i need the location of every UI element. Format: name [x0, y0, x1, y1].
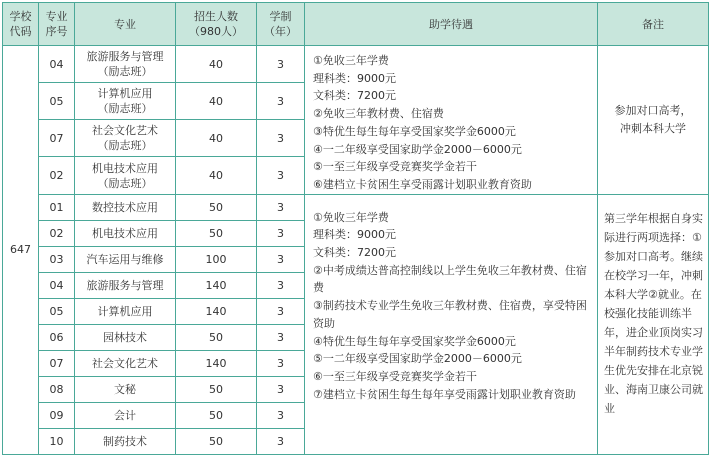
header-aid: 助学待遇 [305, 3, 598, 46]
major-cell: 社会文化艺术 （励志班） [75, 120, 176, 157]
table-row [3, 194, 709, 220]
major-cell: 机电技术应用 [75, 220, 176, 246]
years-cell: 3 [257, 428, 305, 454]
major-cell: 社会文化艺术 [75, 350, 176, 376]
count-cell: 40 [176, 83, 257, 120]
years-cell: 3 [257, 46, 305, 83]
years-cell: 3 [257, 350, 305, 376]
major-cell: 园林技术 [75, 324, 176, 350]
header-row [3, 3, 709, 46]
major-cell: 数控技术应用 [75, 194, 176, 220]
count-cell: 50 [176, 324, 257, 350]
table-row [3, 46, 709, 83]
years-cell: 3 [257, 220, 305, 246]
count-cell: 140 [176, 350, 257, 376]
header-school-code: 学校 代码 [3, 3, 39, 46]
major-no-cell: 06 [39, 324, 75, 350]
school-code-cell: 647 [3, 46, 39, 455]
note-cell-group1: 参加对口高考， 冲刺本科大学 [598, 46, 709, 195]
major-cell: 旅游服务与管理 （励志班） [75, 46, 176, 83]
header-note: 备注 [598, 3, 709, 46]
major-cell: 旅游服务与管理 [75, 272, 176, 298]
major-no-cell: 07 [39, 350, 75, 376]
count-cell: 50 [176, 402, 257, 428]
header-duration: 学制 （年） [257, 3, 305, 46]
count-cell: 50 [176, 376, 257, 402]
aid-cell-group1: ①免收三年学费 理科类：9000元 文科类：7200元 ②免收三年教材费、住宿费 ③特优生每生每年享受国家奖学金6000元 ④一二年级享受国家助学金2000－6000元 ⑤一至三年级享受竞赛奖学金若干 ⑥建档立卡贫困生享受雨露计划职业教育资助 [305, 46, 598, 195]
major-cell: 汽车运用与维修 [75, 246, 176, 272]
major-cell: 文秘 [75, 376, 176, 402]
years-cell: 3 [257, 120, 305, 157]
years-cell: 3 [257, 194, 305, 220]
count-cell: 40 [176, 120, 257, 157]
major-no-cell: 07 [39, 120, 75, 157]
header-major: 专业 [75, 3, 176, 46]
years-cell: 3 [257, 246, 305, 272]
years-cell: 3 [257, 298, 305, 324]
header-major-no: 专业 序号 [39, 3, 75, 46]
years-cell: 3 [257, 83, 305, 120]
count-cell: 50 [176, 220, 257, 246]
major-cell: 计算机应用 （励志班） [75, 83, 176, 120]
count-cell: 50 [176, 428, 257, 454]
major-no-cell: 01 [39, 194, 75, 220]
years-cell: 3 [257, 376, 305, 402]
aid-cell-group2: ①免收三年学费 理科类：9000元 文科类：7200元 ②中考成绩达普高控制线以上学生免收三年教材费、住宿费 ③制药技术专业学生免收三年教材费、住宿费，享受特困资助 ④特优生每生每年享受国家奖学金6000元 ⑤一二年级享受国家助学金2000－6000元 ⑥一至三年级享受竞赛奖学金若干 ⑦建档立卡贫困生每生每年享受雨露计划职业教育资助 [305, 194, 598, 454]
years-cell: 3 [257, 272, 305, 298]
count-cell: 40 [176, 157, 257, 194]
major-no-cell: 05 [39, 298, 75, 324]
major-no-cell: 02 [39, 220, 75, 246]
major-cell: 机电技术应用 （励志班） [75, 157, 176, 194]
major-no-cell: 08 [39, 376, 75, 402]
major-no-cell: 05 [39, 83, 75, 120]
count-cell: 50 [176, 194, 257, 220]
note-cell-group2: 第三学年根据自身实际进行两项选择：①参加对口高考。继续在校学习一年，冲刺本科大学②就业。在校强化技能训练半年，进企业顶岗实习半年制药技术专业学生优先安排在北京锐业、海南卫康公司就业 [598, 194, 709, 454]
major-no-cell: 04 [39, 272, 75, 298]
count-cell: 140 [176, 272, 257, 298]
major-cell: 计算机应用 [75, 298, 176, 324]
major-no-cell: 04 [39, 46, 75, 83]
count-cell: 40 [176, 46, 257, 83]
header-enroll: 招生人数 （980人） [176, 3, 257, 46]
years-cell: 3 [257, 402, 305, 428]
major-no-cell: 02 [39, 157, 75, 194]
enrollment-table [2, 2, 709, 455]
years-cell: 3 [257, 324, 305, 350]
count-cell: 100 [176, 246, 257, 272]
major-no-cell: 10 [39, 428, 75, 454]
major-cell: 制药技术 [75, 428, 176, 454]
major-no-cell: 09 [39, 402, 75, 428]
years-cell: 3 [257, 157, 305, 194]
major-no-cell: 03 [39, 246, 75, 272]
count-cell: 140 [176, 298, 257, 324]
major-cell: 会计 [75, 402, 176, 428]
